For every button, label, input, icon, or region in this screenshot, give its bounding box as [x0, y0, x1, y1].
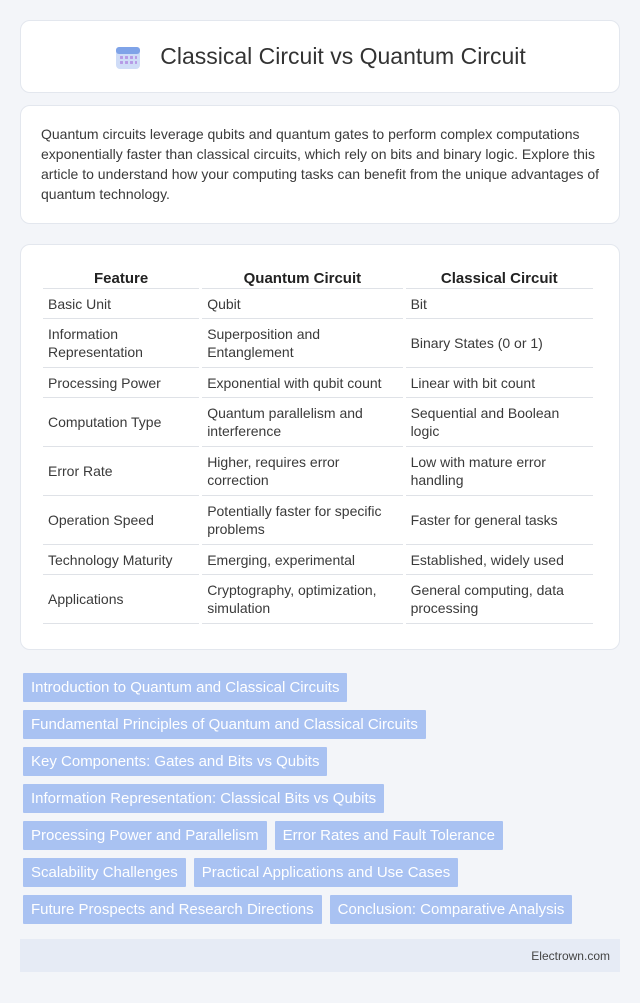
- intro-paragraph: Quantum circuits leverage qubits and quantum gates to perform complex computations exponentially faster than classical circuits, which rely on bits and binary logic. Explore this article to understand how your computing tasks can benefit from the unique advantages of quantum technology.: [41, 126, 600, 202]
- table-cell: Basic Unit: [43, 289, 199, 319]
- toc-link-future-prospects[interactable]: Future Prospects and Research Directions: [23, 895, 322, 924]
- table-row: [43, 447, 593, 496]
- intro-card: [20, 105, 620, 224]
- table-cell: Information Representation: [43, 319, 199, 368]
- toc-link-fundamental-principles[interactable]: Fundamental Principles of Quantum and Classical Circuits: [23, 710, 426, 739]
- table-cell: Sequential and Boolean logic: [406, 398, 593, 447]
- column-header-feature: Feature: [43, 265, 199, 289]
- header-card: [20, 20, 620, 93]
- table-cell: Quantum parallelism and interference: [202, 398, 402, 447]
- table-cell: Linear with bit count: [406, 368, 593, 398]
- calendar-grid-icon: [114, 43, 142, 71]
- table-cell: Error Rate: [43, 447, 199, 496]
- table-cell: Exponential with qubit count: [202, 368, 402, 398]
- table-row: [43, 545, 593, 575]
- table-cell: Qubit: [202, 289, 402, 319]
- toc-link-processing-power[interactable]: Processing Power and Parallelism: [23, 821, 267, 850]
- table-cell: Potentially faster for specific problems: [202, 496, 402, 545]
- table-cell: Processing Power: [43, 368, 199, 398]
- toc-links: [23, 673, 623, 932]
- toc-link-key-components[interactable]: Key Components: Gates and Bits vs Qubits: [23, 747, 327, 776]
- comparison-table-card: [20, 244, 620, 650]
- footer: [20, 939, 620, 972]
- toc-link-scalability[interactable]: Scalability Challenges: [23, 858, 186, 887]
- toc-link-conclusion[interactable]: Conclusion: Comparative Analysis: [330, 895, 573, 924]
- table-cell: Cryptography, optimization, simulation: [202, 575, 402, 624]
- table-row: [43, 496, 593, 545]
- table-cell: Applications: [43, 575, 199, 624]
- toc-link-introduction[interactable]: Introduction to Quantum and Classical Circuits: [23, 673, 347, 702]
- footer-site-name: Electrown.com: [531, 948, 610, 963]
- table-row: [43, 368, 593, 398]
- table-row: [43, 289, 593, 319]
- table-cell: Higher, requires error correction: [202, 447, 402, 496]
- table-cell: Established, widely used: [406, 545, 593, 575]
- table-row: [43, 319, 593, 368]
- table-cell: Computation Type: [43, 398, 199, 447]
- table-cell: Superposition and Entanglement: [202, 319, 402, 368]
- page-title: Classical Circuit vs Quantum Circuit: [160, 43, 526, 69]
- table-cell: Technology Maturity: [43, 545, 199, 575]
- comparison-table: [40, 265, 596, 624]
- toc-link-information-representation[interactable]: Information Representation: Classical Bits vs Qubits: [23, 784, 384, 813]
- table-row: [43, 398, 593, 447]
- table-cell: Emerging, experimental: [202, 545, 402, 575]
- table-row: [43, 575, 593, 624]
- table-cell: Low with mature error handling: [406, 447, 593, 496]
- table-cell: Binary States (0 or 1): [406, 319, 593, 368]
- table-header-row: [43, 265, 593, 289]
- table-cell: Faster for general tasks: [406, 496, 593, 545]
- column-header-classical: Classical Circuit: [406, 265, 593, 289]
- table-cell: General computing, data processing: [406, 575, 593, 624]
- table-cell: Operation Speed: [43, 496, 199, 545]
- column-header-quantum: Quantum Circuit: [202, 265, 402, 289]
- toc-link-error-rates[interactable]: Error Rates and Fault Tolerance: [275, 821, 503, 850]
- toc-link-practical-applications[interactable]: Practical Applications and Use Cases: [194, 858, 458, 887]
- table-cell: Bit: [406, 289, 593, 319]
